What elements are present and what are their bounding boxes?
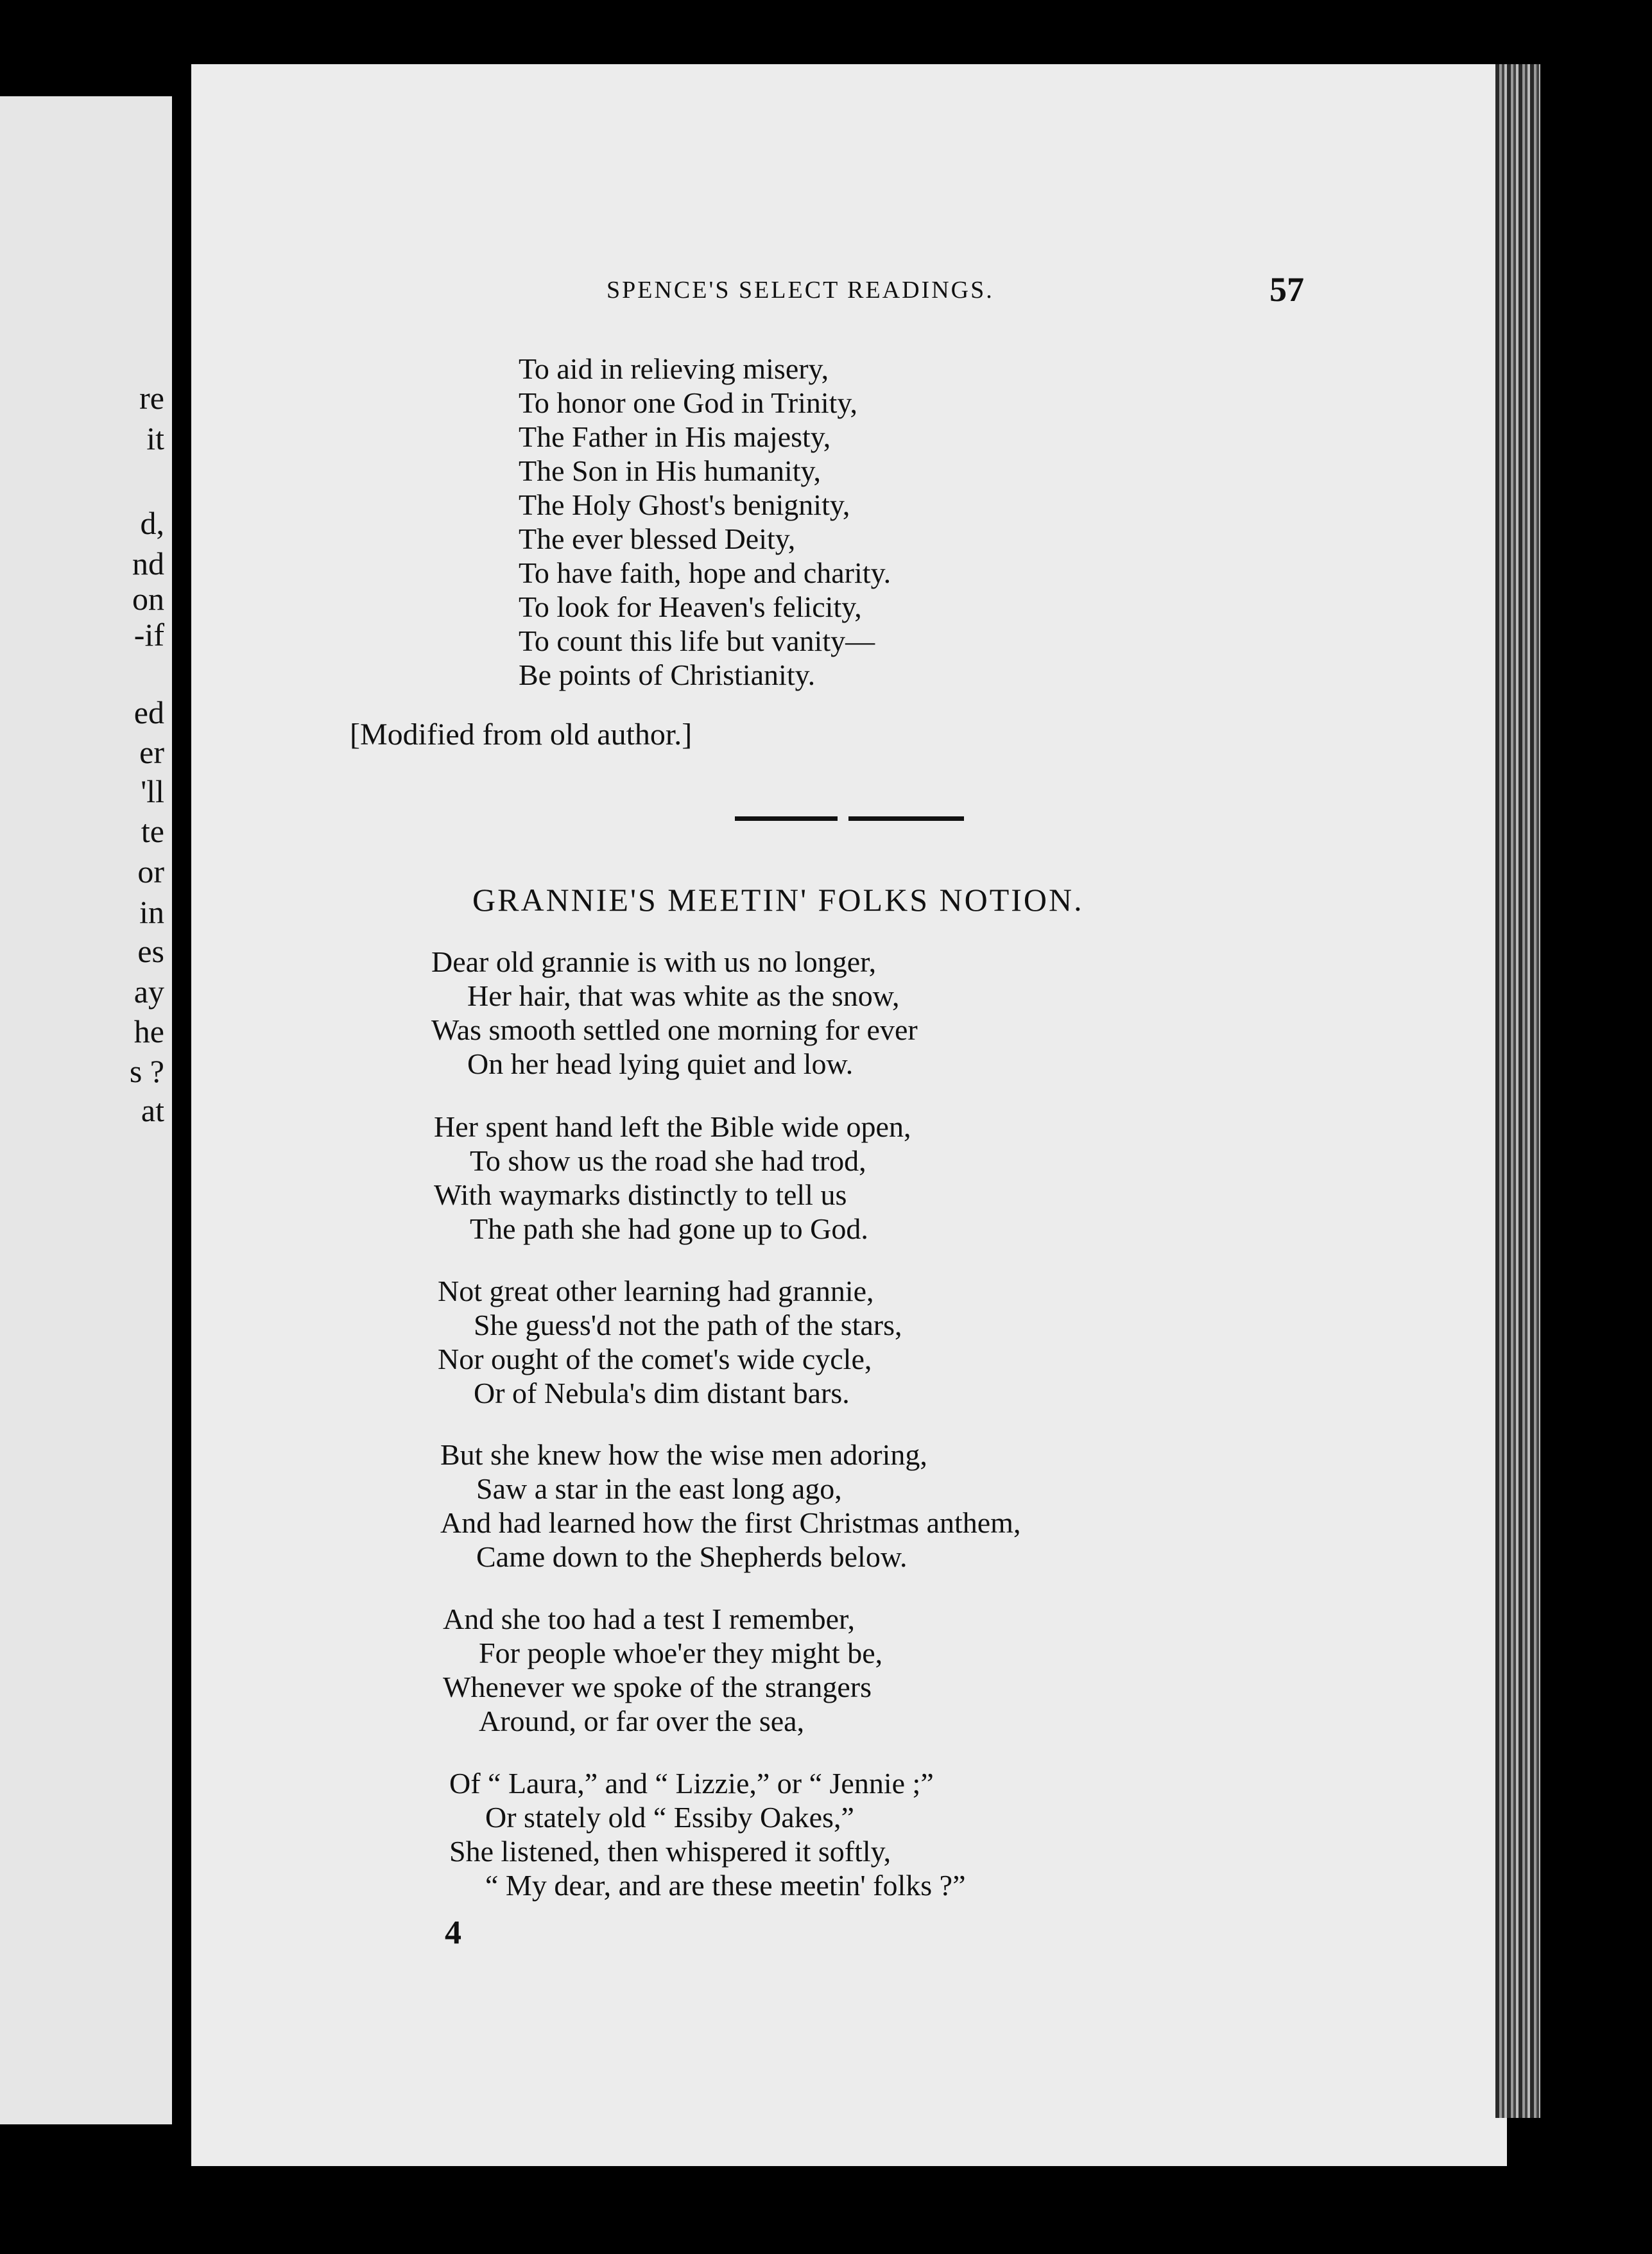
verse-line: Whenever we spoke of the strangers xyxy=(443,1671,872,1703)
verse-line: And she too had a test I remember, xyxy=(443,1603,855,1635)
poem-stanza xyxy=(449,1766,966,1902)
poem-stanza xyxy=(431,945,918,1081)
verse-line: For people whoe'er they might be, xyxy=(479,1637,883,1669)
left-fragment: -if xyxy=(133,617,164,653)
left-fragment: at xyxy=(141,1092,164,1128)
left-fragment: nd xyxy=(132,546,164,581)
source-note: [Modified from old author.] xyxy=(350,718,693,752)
verse-line: Of “ Laura,” and “ Lizzie,” or “ Jennie ;” xyxy=(449,1767,934,1800)
verse-line: But she knew how the wise men adoring, xyxy=(440,1438,927,1471)
left-fragment: ay xyxy=(133,974,164,1010)
left-fragment: er xyxy=(139,734,164,770)
verse-line: To honor one God in Trinity, xyxy=(519,386,857,419)
poem-stanza xyxy=(443,1602,882,1738)
verse-line: Or stately old “ Essiby Oakes,” xyxy=(485,1801,854,1834)
left-fragment: s ? xyxy=(129,1053,164,1089)
poem-stanza xyxy=(434,1110,911,1246)
verse-line: Dear old grannie is with us no longer, xyxy=(431,945,877,978)
verse-line: Around, or far over the sea, xyxy=(479,1705,805,1737)
verse-line: On her head lying quiet and low. xyxy=(467,1047,854,1080)
verse-line: Her hair, that was white as the snow, xyxy=(467,979,900,1012)
poem-stanza xyxy=(438,1274,902,1410)
verse-line: To aid in relieving misery, xyxy=(519,352,829,385)
book-gutter xyxy=(172,96,191,2124)
verse-line: Came down to the Shepherds below. xyxy=(476,1540,908,1573)
verse-line: Nor ought of the comet's wide cycle, xyxy=(438,1343,872,1375)
left-fragment: he xyxy=(133,1013,164,1049)
page-edges xyxy=(1495,64,1540,2118)
verse-line: Not great other learning had grannie, xyxy=(438,1275,874,1307)
page-number: 57 xyxy=(1269,270,1304,309)
verse-line: To count this life but vanity— xyxy=(519,624,875,657)
verse-line: The Son in His humanity, xyxy=(519,454,822,487)
verse-line: With waymarks distinctly to tell us xyxy=(434,1178,847,1211)
left-fragment: te xyxy=(141,813,164,849)
left-fragment: in xyxy=(139,894,164,930)
verse-line: She listened, then whispered it softly, xyxy=(449,1835,891,1868)
verse-line: To have faith, hope and charity. xyxy=(519,556,891,589)
left-fragment: ed xyxy=(133,694,164,730)
verse-line: “ My dear, and are these meetin' folks ?” xyxy=(485,1869,966,1902)
verse-line: The Father in His majesty, xyxy=(519,420,831,453)
verse-line: The ever blessed Deity, xyxy=(519,522,796,555)
left-fragment: it xyxy=(146,420,164,456)
poem-title: GRANNIE'S MEETIN' FOLKS NOTION. xyxy=(472,882,1084,918)
verse-line: Saw a star in the east long ago, xyxy=(476,1472,842,1505)
poem-stanza xyxy=(440,1438,1020,1574)
section-rule xyxy=(848,816,964,821)
left-fragment: es xyxy=(137,933,164,969)
verse-line: Or of Nebula's dim distant bars. xyxy=(474,1377,850,1409)
left-fragment: 'll xyxy=(141,773,164,809)
left-fragment: on xyxy=(132,581,164,617)
verse-line: Was smooth settled one morning for ever xyxy=(431,1013,918,1046)
section-rule xyxy=(735,816,838,821)
verse-line: The path she had gone up to God. xyxy=(470,1212,868,1245)
verse-line: Be points of Christianity. xyxy=(519,658,816,691)
verse-line: And had learned how the first Christmas anthem, xyxy=(440,1506,1021,1539)
facing-page-fragment xyxy=(0,96,172,2124)
left-fragment: re xyxy=(139,380,164,416)
verse-line: She guess'd not the path of the stars, xyxy=(474,1309,902,1341)
verse-line: The Holy Ghost's benignity, xyxy=(519,488,850,521)
left-fragment: d, xyxy=(140,505,164,541)
signature-mark: 4 xyxy=(445,1914,461,1951)
left-fragment: or xyxy=(137,854,164,890)
verse-line: Her spent hand left the Bible wide open, xyxy=(434,1110,911,1143)
verse-line: To look for Heaven's felicity, xyxy=(519,590,862,623)
verse-line: To show us the road she had trod, xyxy=(470,1144,866,1177)
running-head: SPENCE'S SELECT READINGS. xyxy=(607,277,994,304)
opening-verse xyxy=(519,352,891,692)
